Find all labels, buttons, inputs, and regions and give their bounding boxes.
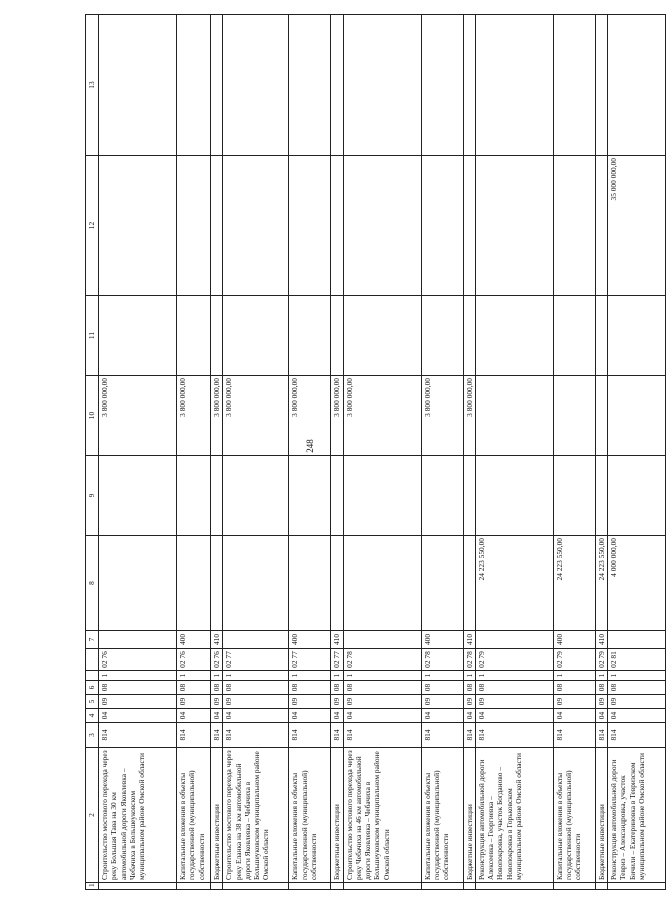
- amount-col-13: [223, 15, 289, 156]
- subsection-code: 09: [595, 695, 607, 709]
- table-body: [86, 15, 666, 890]
- amount-col-11: [99, 296, 177, 376]
- amount-col-12: [595, 156, 607, 296]
- amount-col-11: [421, 296, 463, 376]
- table-row: [553, 15, 595, 890]
- section-code: 04: [99, 709, 177, 723]
- section-code: 04: [343, 709, 421, 723]
- amount-col-8: [99, 536, 177, 631]
- column-number-8: 7: [86, 631, 99, 649]
- budget-table: [85, 14, 666, 890]
- grbs-code: 814: [608, 723, 666, 748]
- amount-col-8: 24 223 550,00: [553, 536, 595, 631]
- table-row: [223, 15, 289, 890]
- subprogram-code: 1: [595, 671, 607, 681]
- amount-col-12: 35 000 000,00: [608, 156, 666, 296]
- column-number-7: [86, 649, 99, 671]
- event-code: 02 79: [595, 649, 607, 671]
- row-marker-cell: [475, 883, 553, 890]
- amount-col-12: [211, 156, 223, 296]
- amount-col-10: [475, 376, 553, 456]
- amount-col-11: [289, 296, 331, 376]
- amount-col-11: [331, 296, 343, 376]
- section-code: 04: [177, 709, 211, 723]
- subprogram-code: 1: [331, 671, 343, 681]
- subprogram-code: 1: [177, 671, 211, 681]
- row-marker-cell: [177, 883, 211, 890]
- column-number-11: 10: [86, 376, 99, 456]
- subsection-code: 09: [463, 695, 475, 709]
- amount-col-12: [475, 156, 553, 296]
- amount-col-10: 3 800 000,00: [223, 376, 289, 456]
- amount-col-11: [463, 296, 475, 376]
- section-code: 04: [223, 709, 289, 723]
- budget-table-rotated: [85, 15, 646, 890]
- section-code: 04: [553, 709, 595, 723]
- section-code: 04: [475, 709, 553, 723]
- amount-col-13: [289, 15, 331, 156]
- amount-col-8: [421, 536, 463, 631]
- amount-col-11: [223, 296, 289, 376]
- amount-col-12: [223, 156, 289, 296]
- amount-col-12: [289, 156, 331, 296]
- amount-col-9: [223, 456, 289, 536]
- amount-col-13: [421, 15, 463, 156]
- subprogram-code: 1: [553, 671, 595, 681]
- amount-col-11: [475, 296, 553, 376]
- grbs-code: 814: [343, 723, 421, 748]
- subprogram-code: 1: [289, 671, 331, 681]
- subsection-code: 09: [211, 695, 223, 709]
- amount-col-13: [553, 15, 595, 156]
- subsection-code: 09: [289, 695, 331, 709]
- event-code: 02 76: [211, 649, 223, 671]
- amount-col-13: [343, 15, 421, 156]
- subprogram-code: 1: [608, 671, 666, 681]
- amount-col-13: [608, 15, 666, 156]
- row-marker-cell: [608, 883, 666, 890]
- column-number-5: 6: [86, 681, 99, 695]
- amount-col-8: [463, 536, 475, 631]
- row-name: Капитальные вложения в объекты государственной (муниципальной) собственности: [177, 748, 211, 883]
- amount-col-11: [177, 296, 211, 376]
- row-name: Реконструкция автомобильной дороги Алексеевка – Георгиевка – Новопокровка, участок Богданово – Новопокровка в Горьковском муниципальном районе Омской области: [475, 748, 553, 883]
- amount-col-9: [99, 456, 177, 536]
- amount-col-9: [608, 456, 666, 536]
- amount-col-8: [343, 536, 421, 631]
- amount-col-8: 24 223 550,00: [595, 536, 607, 631]
- section-code: 04: [289, 709, 331, 723]
- table-row: [463, 15, 475, 890]
- table-row: [289, 15, 331, 890]
- amount-col-9: [211, 456, 223, 536]
- subsection-code: 09: [99, 695, 177, 709]
- row-name: Бюджетные инвестиции: [463, 748, 475, 883]
- amount-col-12: [177, 156, 211, 296]
- amount-col-9: [177, 456, 211, 536]
- expense-type-code: 400: [289, 631, 331, 649]
- table-row: [331, 15, 343, 890]
- expense-type-code: 400: [421, 631, 463, 649]
- grbs-code: 814: [223, 723, 289, 748]
- amount-col-10: 3 800 000,00: [421, 376, 463, 456]
- amount-col-9: [463, 456, 475, 536]
- event-code: 02 78: [343, 649, 421, 671]
- row-marker-cell: [343, 883, 421, 890]
- event-code: 02 77: [331, 649, 343, 671]
- program-code: 08: [177, 681, 211, 695]
- row-name: Реконструкция автомобильной дороги Тевриз – Александровка, участок Бичили – Екатериновка в Тевризском муниципальном районе Омской области: [608, 748, 666, 883]
- grbs-code: 814: [331, 723, 343, 748]
- row-name: Строительство мостового перехода через реку Большая Тава на 30 км автомобильной дороги Яковлевка – Чебачиха в Большеуковском муниципальном районе Омской области: [99, 748, 177, 883]
- amount-col-8: [223, 536, 289, 631]
- amount-col-8: [289, 536, 331, 631]
- subprogram-code: 1: [99, 671, 177, 681]
- amount-col-12: [331, 156, 343, 296]
- expense-type-code: 400: [553, 631, 595, 649]
- grbs-code: 814: [177, 723, 211, 748]
- row-name: Капитальные вложения в объекты государственной (муниципальной) собственности: [289, 748, 331, 883]
- row-marker-cell: [211, 883, 223, 890]
- event-code: 02 76: [177, 649, 211, 671]
- amount-col-13: [331, 15, 343, 156]
- column-number-row: [86, 15, 99, 890]
- amount-col-13: [177, 15, 211, 156]
- subprogram-code: 1: [463, 671, 475, 681]
- column-number-10: 9: [86, 456, 99, 536]
- program-code: 08: [289, 681, 331, 695]
- amount-col-13: [463, 15, 475, 156]
- expense-type-code: 400: [177, 631, 211, 649]
- column-number-9: 8: [86, 536, 99, 631]
- program-code: 08: [595, 681, 607, 695]
- row-marker-cell: [223, 883, 289, 890]
- grbs-code: 814: [289, 723, 331, 748]
- program-code: 08: [608, 681, 666, 695]
- expense-type-code: 410: [211, 631, 223, 649]
- table-row: [421, 15, 463, 890]
- amount-col-10: [553, 376, 595, 456]
- row-marker-cell: [463, 883, 475, 890]
- grbs-code: 814: [99, 723, 177, 748]
- subsection-code: 09: [223, 695, 289, 709]
- amount-col-10: 3 800 000,00: [99, 376, 177, 456]
- subsection-code: 09: [475, 695, 553, 709]
- amount-col-11: [343, 296, 421, 376]
- section-code: 04: [421, 709, 463, 723]
- column-number-2: 3: [86, 723, 99, 748]
- table-row: [475, 15, 553, 890]
- program-code: 08: [343, 681, 421, 695]
- event-code: 02 77: [223, 649, 289, 671]
- subsection-code: 09: [331, 695, 343, 709]
- amount-col-13: [211, 15, 223, 156]
- event-code: 02 79: [553, 649, 595, 671]
- program-code: 08: [553, 681, 595, 695]
- row-name: Капитальные вложения в объекты государственной (муниципальной) собственности: [553, 748, 595, 883]
- amount-col-13: [595, 15, 607, 156]
- event-code: 02 78: [463, 649, 475, 671]
- amount-col-8: [211, 536, 223, 631]
- table-row: [211, 15, 223, 890]
- expense-type-code: 410: [595, 631, 607, 649]
- expense-type-code: [223, 631, 289, 649]
- column-number-3: 4: [86, 709, 99, 723]
- amount-col-12: [421, 156, 463, 296]
- amount-col-13: [99, 15, 177, 156]
- row-name: Бюджетные инвестиции: [331, 748, 343, 883]
- amount-col-9: [343, 456, 421, 536]
- table-row: [595, 15, 607, 890]
- amount-col-8: [331, 536, 343, 631]
- amount-col-12: [99, 156, 177, 296]
- row-marker-cell: [99, 883, 177, 890]
- program-code: 08: [421, 681, 463, 695]
- program-code: 08: [211, 681, 223, 695]
- amount-col-10: [595, 376, 607, 456]
- subsection-code: 09: [421, 695, 463, 709]
- program-code: 08: [475, 681, 553, 695]
- subsection-code: 09: [553, 695, 595, 709]
- amount-col-10: 3 800 000,00: [177, 376, 211, 456]
- row-marker-cell: [553, 883, 595, 890]
- section-code: 04: [608, 709, 666, 723]
- amount-col-9: [331, 456, 343, 536]
- subprogram-code: 1: [211, 671, 223, 681]
- column-number-13: 12: [86, 156, 99, 296]
- column-number-1: 2: [86, 748, 99, 883]
- subprogram-code: 1: [223, 671, 289, 681]
- column-number-0: 1: [86, 883, 99, 890]
- grbs-code: 814: [595, 723, 607, 748]
- amount-col-10: 3 800 000,00: [463, 376, 475, 456]
- event-code: 02 81: [608, 649, 666, 671]
- amount-col-11: [595, 296, 607, 376]
- subsection-code: 09: [177, 695, 211, 709]
- row-name: Строительство мостового перехода через реку Еланка на 38 км автомобильной дороги Яковлевка – Чебачиха в Большеуковском муниципальном районе Омской области: [223, 748, 289, 883]
- amount-col-11: [553, 296, 595, 376]
- amount-col-11: [211, 296, 223, 376]
- grbs-code: 814: [421, 723, 463, 748]
- table-row: [608, 15, 666, 890]
- amount-col-8: 4 000 000,00: [608, 536, 666, 631]
- amount-col-10: [608, 376, 666, 456]
- amount-col-10: 3 800 000,00: [211, 376, 223, 456]
- grbs-code: 814: [475, 723, 553, 748]
- section-code: 04: [211, 709, 223, 723]
- expense-type-code: [608, 631, 666, 649]
- row-marker-cell: [421, 883, 463, 890]
- row-name: Бюджетные инвестиции: [211, 748, 223, 883]
- table-row: [177, 15, 211, 890]
- subsection-code: 09: [608, 695, 666, 709]
- event-code: 02 77: [289, 649, 331, 671]
- amount-col-9: [289, 456, 331, 536]
- section-code: 04: [595, 709, 607, 723]
- amount-col-8: 24 223 550,00: [475, 536, 553, 631]
- expense-type-code: 410: [331, 631, 343, 649]
- table-row: [99, 15, 177, 890]
- table-row: [343, 15, 421, 890]
- program-code: 08: [223, 681, 289, 695]
- column-number-6: [86, 671, 99, 681]
- expense-type-code: [99, 631, 177, 649]
- event-code: 02 76: [99, 649, 177, 671]
- event-code: 02 79: [475, 649, 553, 671]
- amount-col-10: 3 800 000,00: [331, 376, 343, 456]
- amount-col-11: [608, 296, 666, 376]
- column-number-14: 13: [86, 15, 99, 156]
- subprogram-code: 1: [421, 671, 463, 681]
- program-code: 08: [99, 681, 177, 695]
- row-marker-cell: [595, 883, 607, 890]
- program-code: 08: [331, 681, 343, 695]
- amount-col-10: 3 800 000,00: [289, 376, 331, 456]
- amount-col-8: [177, 536, 211, 631]
- program-code: 08: [463, 681, 475, 695]
- row-name: Капитальные вложения в объекты государственной (муниципальной) собственности: [421, 748, 463, 883]
- event-code: 02 78: [421, 649, 463, 671]
- amount-col-9: [475, 456, 553, 536]
- grbs-code: 814: [211, 723, 223, 748]
- subprogram-code: 1: [475, 671, 553, 681]
- amount-col-13: [475, 15, 553, 156]
- amount-col-12: [553, 156, 595, 296]
- row-name: Строительство мостового перехода через реку Чебачиха на 46 км автомобильной дороги Яковлевка – Чебачиха в Большеуковском муниципальном районе Омской области: [343, 748, 421, 883]
- expense-type-code: [475, 631, 553, 649]
- row-marker-cell: [289, 883, 331, 890]
- subprogram-code: 1: [343, 671, 421, 681]
- amount-col-12: [463, 156, 475, 296]
- row-name: Бюджетные инвестиции: [595, 748, 607, 883]
- amount-col-10: 3 800 000,00: [343, 376, 421, 456]
- section-code: 04: [331, 709, 343, 723]
- amount-col-9: [595, 456, 607, 536]
- amount-col-9: [553, 456, 595, 536]
- expense-type-code: [343, 631, 421, 649]
- amount-col-12: [343, 156, 421, 296]
- grbs-code: 814: [463, 723, 475, 748]
- row-marker-cell: [331, 883, 343, 890]
- expense-type-code: 410: [463, 631, 475, 649]
- column-number-4: 5: [86, 695, 99, 709]
- grbs-code: 814: [553, 723, 595, 748]
- subsection-code: 09: [343, 695, 421, 709]
- page-number: 248: [305, 439, 315, 453]
- section-code: 04: [463, 709, 475, 723]
- column-number-12: 11: [86, 296, 99, 376]
- amount-col-9: [421, 456, 463, 536]
